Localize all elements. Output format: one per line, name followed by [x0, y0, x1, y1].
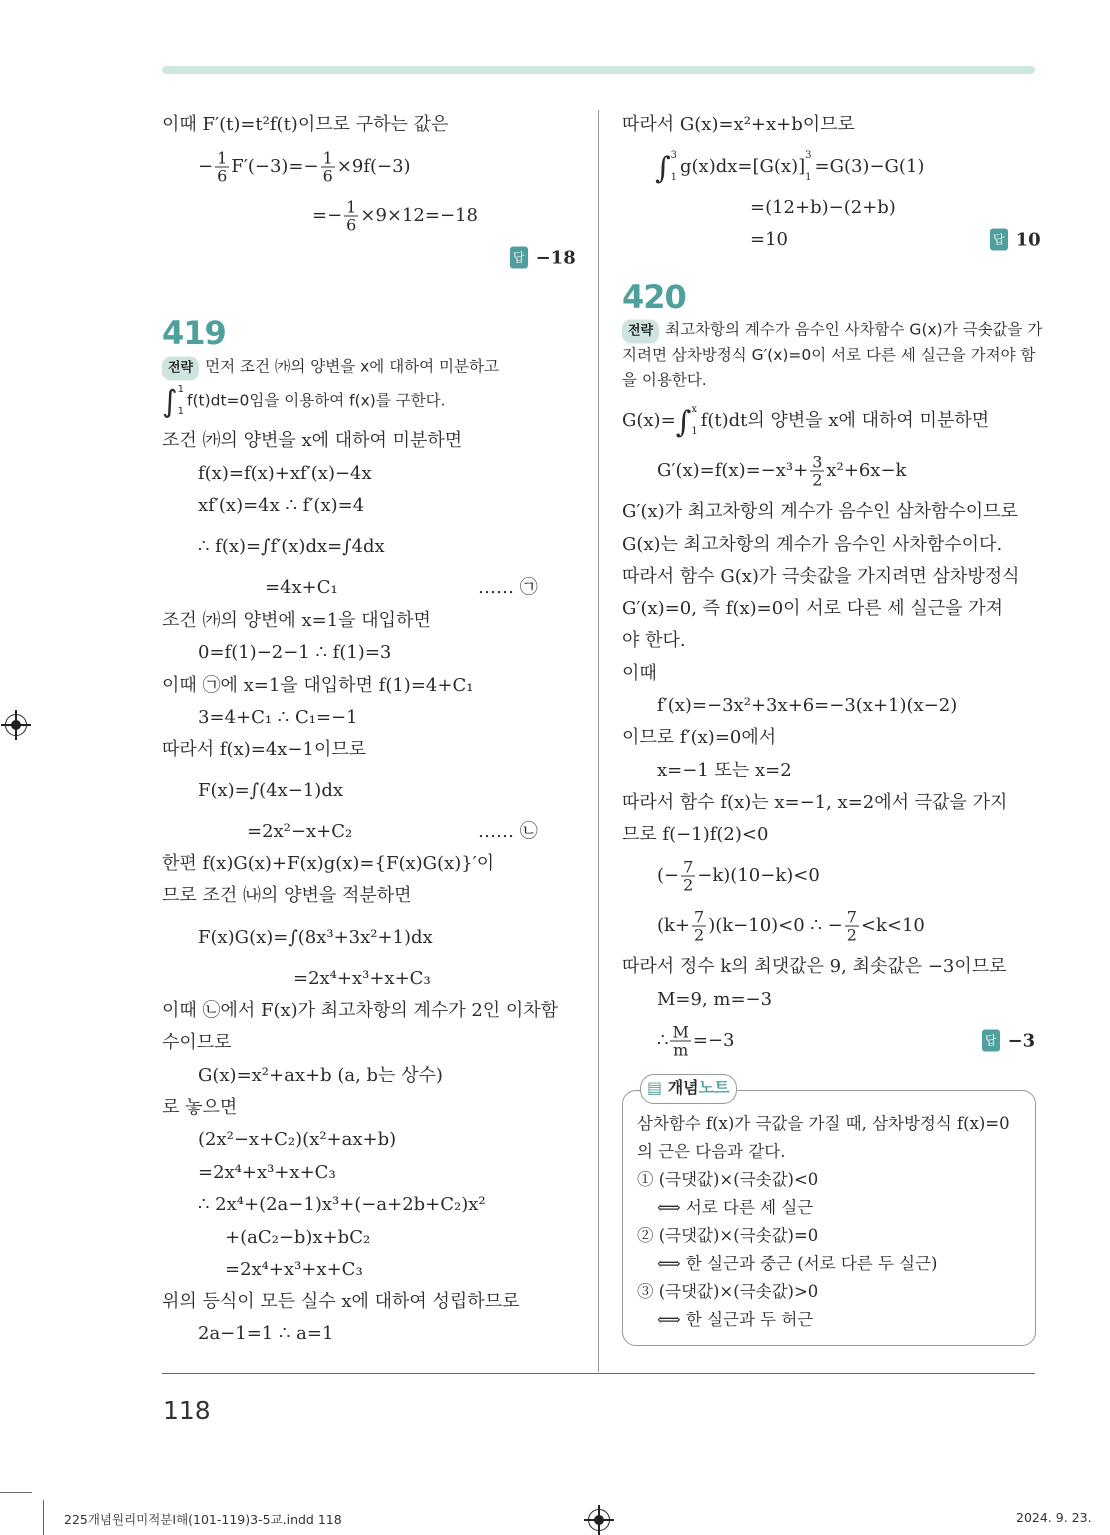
denominator: 2 [846, 925, 857, 945]
numerator: 7 [694, 907, 705, 927]
text: ∴ [657, 1030, 669, 1051]
equation-line: 3=4+C₁ ∴ C₁=−1 [198, 707, 358, 728]
lower-limit: 1 [177, 406, 185, 417]
fraction [344, 199, 358, 234]
text: =−3 [692, 1030, 735, 1051]
integral-limits [178, 379, 184, 423]
equation-line: =2x⁴+x³+x+C₃ [225, 1259, 363, 1280]
text: F′(−3)=− [231, 156, 319, 177]
answer-badge: 답 [982, 1030, 1000, 1052]
fraction [681, 859, 695, 894]
text: 먼저 조건 ㈎의 양변을 x에 대하여 미분하고 [205, 357, 499, 376]
equation-line: =10 [750, 229, 788, 250]
text-line: G′(x)=0, 즉 f(x)=0이 서로 다른 세 실근을 가져 [622, 598, 1004, 619]
text-line: 따라서 함수 G(x)가 극솟값을 가지려면 삼차방정식 [622, 566, 1020, 587]
denominator: 2 [694, 925, 705, 945]
equation-line: F(x)G(x)=∫(8x³+3x²+1)dx [198, 927, 433, 948]
text-line: 한편 f(x)G(x)+F(x)g(x)={F(x)G(x)}′이 [162, 853, 495, 874]
registration-mark-icon [5, 714, 27, 736]
text-line: 조건 ㈎의 양변에 x=1을 대입하면 [162, 610, 431, 631]
text: G(x)= [622, 410, 676, 431]
note-line: ② (극댓값)×(극솟값)=0 [637, 1226, 819, 1245]
text: (− [657, 865, 680, 886]
note-title: 개념 [667, 1078, 699, 1097]
equation-line [657, 909, 925, 944]
text: ×9×12=−18 [360, 205, 478, 226]
fraction [321, 150, 335, 185]
numerator: 7 [683, 857, 694, 877]
upper-limit: 1 [177, 384, 185, 395]
text: f(t)dt=0임을 이용하여 f(x)를 구한다. [187, 391, 446, 410]
note-line: ⟺ 서로 다른 세 실근 [657, 1198, 814, 1217]
text-line: 므로 f(−1)f(2)<0 [622, 824, 769, 845]
integral-sign: ∫ [655, 151, 671, 186]
text: −k)(10−k)<0 [697, 865, 820, 886]
text: <k<10 [860, 915, 925, 936]
denominator: 2 [683, 875, 694, 895]
page-number: 118 [163, 1396, 211, 1425]
fraction [810, 454, 824, 489]
equation-line: =2x²−x+C₂ [247, 821, 353, 842]
numerator: 7 [846, 907, 857, 927]
text-line: 로 놓으면 [162, 1097, 238, 1118]
denominator: 6 [346, 215, 357, 235]
notepad-icon: ▤ [647, 1078, 663, 1097]
equation-line: ∴ 2x⁴+(2a−1)x³+(−a+2b+C₂)x² [198, 1194, 486, 1215]
denominator: 6 [217, 166, 228, 186]
note-line: ③ (극댓값)×(극솟값)>0 [637, 1282, 819, 1301]
note-line: ⟺ 한 실근과 중근 (서로 다른 두 실근) [657, 1254, 938, 1273]
answer-badge: 답 [510, 247, 528, 269]
crop-mark [43, 1500, 44, 1535]
note-title-accent: 노트 [698, 1078, 730, 1097]
denominator: 2 [812, 470, 823, 490]
problem-number: 420 [622, 278, 686, 316]
concept-note-header [640, 1074, 737, 1104]
equation-line [198, 150, 411, 185]
answer [510, 247, 576, 270]
equation-line: G(x)=x²+ax+b (a, b는 상수) [198, 1065, 443, 1086]
upper-limit: 3 [805, 150, 812, 161]
text: ×9f(−3) [336, 156, 411, 177]
problem-number: 419 [162, 314, 226, 352]
text: x²+6x−k [826, 460, 907, 481]
text: − [198, 156, 214, 177]
text-line: 야 한다. [622, 630, 686, 651]
equation-line: f(x)=f(x)+xf′(x)−4x [198, 463, 372, 484]
text-line: 따라서 정수 k의 최댓값은 9, 최솟값은 −3이므로 [622, 956, 1007, 977]
equation-line [655, 145, 924, 189]
text-line: 므로 조건 ㈏의 양변을 적분하면 [162, 885, 412, 906]
equation-line: =(12+b)−(2+b) [750, 197, 896, 218]
strategy-tag: 전략 [162, 357, 199, 381]
header-bar [162, 66, 1035, 74]
fraction [845, 909, 859, 944]
equation-line: (2x²−x+C₂)(x²+ax+b) [198, 1129, 397, 1150]
text: =G(3)−G(1) [814, 156, 925, 177]
numerator: 3 [812, 452, 823, 472]
numerator: 1 [346, 197, 357, 217]
text-line: 위의 등식이 모든 실수 x에 대하여 성립하므로 [162, 1291, 520, 1312]
lower-limit: 1 [805, 172, 812, 183]
text: G′(x)=f(x)=−x³+ [657, 460, 809, 481]
bracket-limits [805, 145, 811, 189]
strategy-line: 을 이용한다. [622, 371, 707, 389]
text: 최고차항의 계수가 음수인 사차함수 G(x)가 극솟값을 가 [665, 320, 1043, 339]
lower-limit: 1 [691, 426, 698, 437]
answer [990, 229, 1041, 252]
equation-line [312, 199, 478, 234]
text: f(t)dt의 양변을 x에 대하여 미분하면 [700, 410, 990, 431]
note-line: 의 근은 다음과 같다. [637, 1142, 786, 1161]
denominator: m [673, 1040, 689, 1060]
text-line: 조건 ㈎의 양변을 x에 대하여 미분하면 [162, 430, 463, 451]
text-line: 이때 F′(t)=t²f(t)이므로 구하는 값은 [162, 114, 449, 135]
text-line: 따라서 G(x)=x²+x+b이므로 [622, 114, 855, 135]
upper-limit: x [691, 404, 697, 415]
equation-line: M=9, m=−3 [657, 989, 773, 1010]
lower-limit: 1 [670, 172, 678, 183]
equation-line: x=−1 또는 x=2 [657, 760, 792, 781]
fraction [215, 150, 229, 185]
text: =− [312, 205, 343, 226]
strategy-line [162, 356, 499, 381]
note-line: 삼차함수 f(x)가 극값을 가질 때, 삼차방정식 f(x)=0 [637, 1114, 1010, 1133]
equation-marker: …… ㉠ [478, 577, 538, 598]
equation-marker: …… ㉡ [478, 821, 538, 842]
integral-limits [671, 145, 677, 189]
equation-line: =2x⁴+x³+x+C₃ [293, 968, 431, 989]
strategy-line [622, 319, 1042, 344]
equation-line: f′(x)=−3x²+3x+6=−3(x+1)(x−2) [657, 695, 958, 716]
integral-sign: ∫ [675, 405, 692, 440]
integral-limits [691, 399, 697, 443]
note-line: ⟺ 한 실근과 두 허근 [657, 1310, 814, 1329]
column-divider [598, 110, 599, 1372]
integral-sign: ∫ [162, 384, 178, 420]
footer-date: 2024. 9. 23. [1016, 1510, 1092, 1525]
equation-line [657, 1024, 734, 1059]
equation-line: 2a−1=1 ∴ a=1 [198, 1323, 334, 1344]
equation-line [657, 859, 820, 894]
text-line: 따라서 함수 f(x)는 x=−1, x=2에서 극값을 가지 [622, 792, 1008, 813]
equation-line: =4x+C₁ [265, 577, 338, 598]
text-line: 이므로 f′(x)=0에서 [622, 727, 777, 748]
text-line: 이때 [622, 663, 657, 684]
equation-line: F(x)=∫(4x−1)dx [198, 780, 344, 801]
crop-mark [0, 1492, 32, 1493]
numerator: M [672, 1022, 689, 1042]
equation-line: ∴ f(x)=∫f′(x)dx=∫4dx [198, 536, 385, 557]
equation-line: =2x⁴+x³+x+C₃ [198, 1162, 336, 1183]
strategy-tag: 전략 [622, 320, 659, 344]
equation-line: 0=f(1)−2−1 ∴ f(1)=3 [198, 642, 392, 663]
fraction [692, 909, 706, 944]
numerator: 1 [322, 148, 333, 168]
text-line: 따라서 f(x)=4x−1이므로 [162, 739, 367, 760]
numerator: 1 [217, 148, 228, 168]
equation-line [622, 399, 989, 443]
answer-value: 10 [1015, 229, 1041, 251]
text-line: G(x)는 최고차항의 계수가 음수인 사차함수이다. [622, 534, 1003, 555]
strategy-line [162, 379, 446, 423]
equation-line: +(aC₂−b)x+bC₂ [225, 1227, 371, 1248]
registration-mark-icon [588, 1509, 610, 1531]
text-line: 이때 ㉡에서 F(x)가 최고차항의 계수가 2인 이차함 [162, 1000, 559, 1021]
equation-line: xf′(x)=4x ∴ f′(x)=4 [198, 495, 365, 516]
bottom-rule [162, 1373, 1035, 1374]
answer-badge: 답 [990, 229, 1008, 251]
text-line: 수이므로 [162, 1032, 232, 1053]
fraction [670, 1024, 690, 1059]
text-line: 이때 ㉠에 x=1을 대입하면 f(1)=4+C₁ [162, 675, 474, 696]
text: (k+ [657, 915, 691, 936]
text-line: G′(x)가 최고차항의 계수가 음수인 삼차함수이므로 [622, 501, 1018, 522]
denominator: 6 [322, 166, 333, 186]
footer-filename: 225개념원리미적분Ⅰ해(101-119)3-5교.indd 118 [64, 1512, 342, 1527]
answer [982, 1030, 1035, 1053]
text: )(k−10)<0 ∴ − [708, 915, 843, 936]
upper-limit: 3 [670, 150, 678, 161]
note-line: ① (극댓값)×(극솟값)<0 [637, 1170, 819, 1189]
strategy-line: 지려면 삼차방정식 G′(x)=0이 서로 다른 세 실근을 가져야 함 [622, 346, 1036, 364]
equation-line [657, 454, 906, 489]
text: g(x)dx=[G(x)] [680, 156, 806, 177]
answer-value: −18 [535, 247, 576, 269]
answer-value: −3 [1007, 1030, 1036, 1052]
